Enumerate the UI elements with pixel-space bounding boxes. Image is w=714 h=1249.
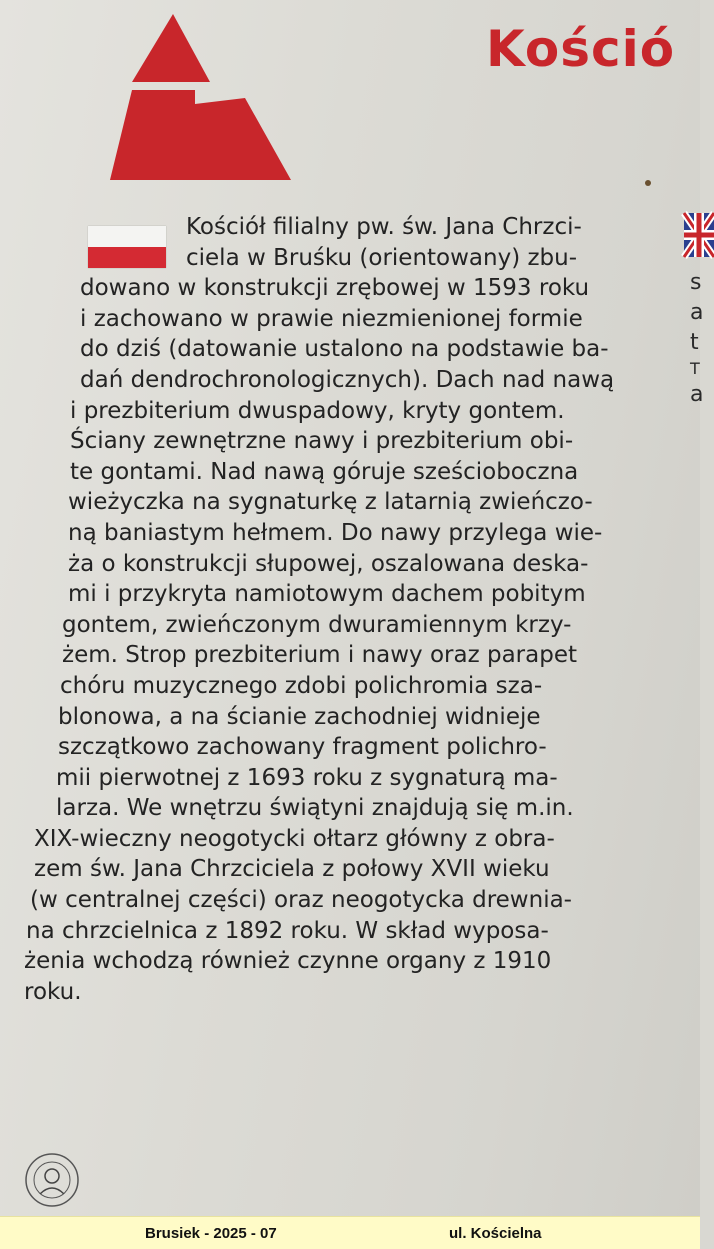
text-line: ża o konstrukcji słupowej, oszalowana deska- [68,550,589,577]
text-line: dowano w konstrukcji zrębowej w 1593 roku [80,275,590,302]
right-letter: a [690,382,704,407]
right-letter: T [690,359,700,378]
text-line: blonowa, a na ścianie zachodniej widnieje [58,703,541,730]
surface-mark [645,180,651,186]
text-line: te gontami. Nad nawą góruje sześcioboczna [70,458,579,485]
text-line: i zachowano w prawie niezmienionej formie [80,305,583,332]
text-line: mi i przykryta namiotowym dachem pobitym [68,581,586,608]
uk-flag-icon [684,213,714,257]
text-line: ną baniastym hełmem. Do nawy przylega wie- [68,519,603,546]
right-letter: t [690,330,699,355]
caption-street: ul. Kościelna [449,1225,542,1242]
text-line: Kościół filialny pw. św. Jana Chrzci- [186,214,582,240]
text-line: wieżyczka na sygnaturkę z latarnią zwieńczo- [68,489,593,516]
author-seal-icon [24,1152,80,1208]
text-line: chóru muzycznego zdobi polichromia sza- [60,672,543,699]
mountain-logo-icon [95,12,295,187]
text-line: i prezbiterium dwuspadowy, kryty gontem. [70,397,565,424]
sign-title: Kośció [486,20,676,78]
caption-location-date: Brusiek - 2025 - 07 [145,1225,277,1242]
text-line: gontem, zwieńczonym dwuramiennym krzy- [62,611,572,638]
text-line: na chrzcielnica z 1892 roku. W skład wyposa- [26,917,549,944]
text-line: ciela w Bruśku (orientowany) zbu- [186,244,578,271]
text-line: mii pierwotnej z 1693 roku z sygnaturą ma- [56,764,558,791]
text-line: (w centralnej części) oraz neogotycka drewnia- [30,887,572,914]
text-line: dań dendrochronologicznych). Dach nad nawą [80,366,615,393]
text-line: szczątkowo zachowany fragment polichro- [58,734,547,761]
text-line: do dziś (datowanie ustalono na podstawie ba- [80,336,609,363]
right-letter: s [690,270,702,295]
right-letter: a [690,300,704,325]
text-line: zem św. Jana Chrzciciela z połowy XVII wieku [34,856,550,883]
caption-bar [0,1216,700,1249]
text-line: larza. We wnętrzu świątyni znajdują się m.in. [56,795,574,822]
text-line: Ściany zewnętrzne nawy i prezbiterium obi- [70,428,574,455]
text-line: roku. [24,978,82,1005]
english-column-fragment [690,268,703,410]
text-line: żenia wchodzą również czynne organy z 1910 [24,948,552,975]
polish-description [22,212,684,1007]
text-line: XIX-wieczny neogotycki ołtarz główny z obra- [34,825,555,852]
text-line: żem. Strop prezbiterium i nawy oraz parapet [62,642,577,669]
